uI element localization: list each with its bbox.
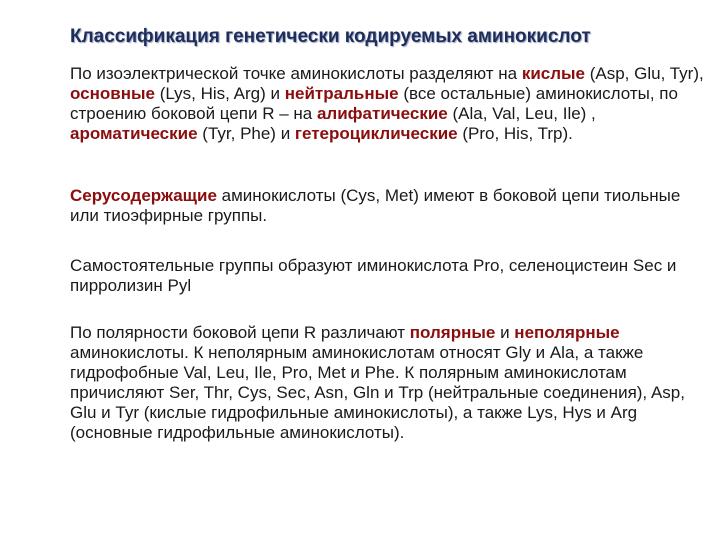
paragraph-isoelectric: [70, 64, 710, 144]
text: (все остальные) аминокислоты, по строению боковой цепи R – на: [70, 84, 678, 123]
term-acidic: кислые: [521, 64, 585, 83]
term-sulfur-containing: Серусодержащие: [70, 186, 217, 205]
term-heterocyclic: гетероциклические: [294, 124, 458, 143]
term-neutral: нейтральные: [284, 84, 399, 103]
term-polar: полярные: [409, 323, 496, 342]
term-aliphatic: алифатические: [316, 104, 448, 123]
text: По полярности боковой цепи R различают: [70, 323, 410, 342]
term-nonpolar: неполярные: [514, 323, 620, 342]
paragraph-polarity: [70, 323, 710, 443]
slide-title: Классификация генетически кодируемых аминокислот: [70, 26, 591, 47]
text: аминокислоты (Cys, Met) имеют в боковой цепи тиольные или тиоэфирные группы.: [70, 186, 681, 225]
term-aromatic: ароматические: [70, 124, 198, 143]
text: (Ala, Val, Leu, Ile) ,: [447, 104, 596, 123]
text: (Tyr, Phe) и: [197, 124, 295, 143]
text: аминокислоты. К неполярным аминокислотам относят Gly и Ala, а также гидрофобные Val, Leu, Ile, Pro, Met и Phe. К полярным аминокислотам причисляют Ser, Thr, Cys, Sec, Asn, Gln и Trp (нейтральные соединения), Asp, Glu и Tyr (кислые гидрофильные аминокислоты), а также Lys, Hys и Arg (основные гидрофильные аминокислоты).: [70, 343, 685, 442]
text: (Lys, His, Arg) и: [154, 84, 285, 103]
term-basic: основные: [70, 84, 155, 103]
text: и: [495, 323, 515, 342]
text: (Asp, Glu, Tyr),: [585, 64, 704, 83]
text: По изоэлектрической точке аминокислоты разделяют на: [70, 64, 522, 83]
text: (Pro, His, Trp).: [457, 124, 573, 143]
paragraph-sulfur: [70, 186, 710, 226]
paragraph-separate-groups: Самостоятельные группы образуют иминокислота Pro, селеноцистеин Sec и пирролизин Pyl: [70, 256, 677, 295]
